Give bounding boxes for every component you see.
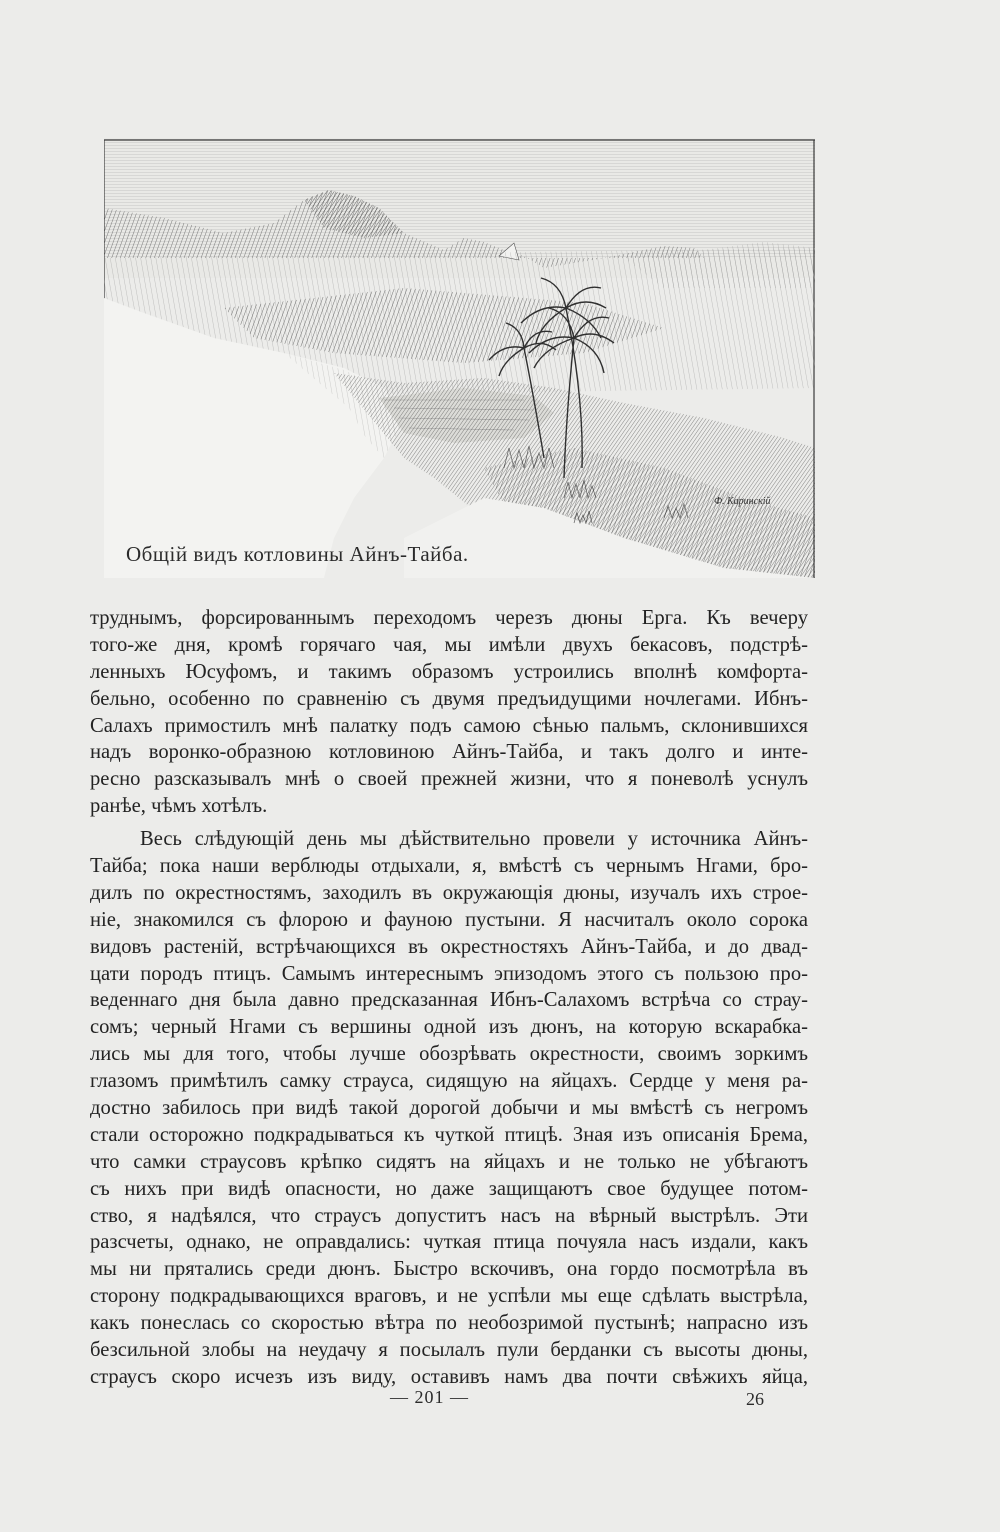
illustration-caption: Общій видъ котловины Айнъ-Тайба. [126, 542, 469, 566]
text-line: ство, я надѣялся, что страусъ допуститъ насъ на вѣрный выстрѣлъ. Эти [90, 1204, 808, 1227]
text-line: ленныхъ Юсуфомъ, и такимъ образомъ устроились вполнѣ комфорта- [90, 660, 808, 683]
text-line: Салахъ примостилъ мнѣ палатку подъ самою сѣнью пальмъ, склонившихся [90, 714, 808, 737]
text-line: мы ни прятались среди дюнъ. Быстро вскочивъ, она гордо посмотрѣла въ [90, 1258, 808, 1281]
body-text [90, 605, 808, 1391]
signature-mark: 26 [746, 1389, 764, 1409]
text-line: надъ воронко-образною котловиною Айнъ-Тайба, и такъ долго и инте- [90, 741, 808, 764]
text-line: безсильной злобы на неудачу я посылалъ пули берданки съ высоты дюны, [90, 1339, 808, 1362]
text-line: ранѣе, чѣмъ хотѣлъ. [90, 795, 268, 818]
paragraph [90, 605, 808, 820]
text-line: дилъ по окрестностямъ, заходилъ въ окружающія дюны, изучалъ ихъ строе- [90, 881, 808, 904]
text-line: достно забилось при видѣ такой дорогой добычи и мы вмѣстѣ съ негромъ [90, 1097, 808, 1120]
text-line: ресно разсказывалъ мнѣ о своей прежней жизни, что я поневолѣ уснулъ [90, 768, 808, 791]
text-line: съ нихъ при видѣ опасности, но даже защищаютъ свое будущее потом- [90, 1177, 808, 1200]
text-line: глазомъ примѣтилъ самку страуса, сидящую на яйцахъ. Сердце у меня ра- [90, 1070, 808, 1093]
page-number: — 201 — [390, 1387, 469, 1407]
text-line: Весь слѣдующій день мы дѣйствительно провели у источника Айнъ- [140, 828, 808, 851]
text-line: что самки страусовъ крѣпко сидятъ на яйцахъ и не только не убѣгаютъ [90, 1150, 808, 1173]
paragraph [90, 826, 808, 1391]
text-line: ніе, знакомился съ флорою и фауною пустыни. Я насчиталъ около сорока [90, 908, 808, 931]
text-line: веденнаго дня была давно предсказанная Ибнъ-Салахомъ встрѣча со страу- [90, 989, 808, 1012]
text-line: разсчеты, однако, не оправдались: чуткая птица почуяла насъ издали, какъ [90, 1231, 808, 1254]
artist-signature: Ф. Каринскій [714, 496, 771, 507]
illustration-engraving [104, 138, 815, 578]
text-line: того-же дня, кромѣ горячаго чая, мы имѣли двухъ бекасовъ, подстрѣ- [90, 633, 808, 656]
text-line: цати породъ птицъ. Самымъ интереснымъ эпизодомъ этого съ пользою про- [90, 962, 808, 985]
text-line: видовъ растеній, встрѣчающихся въ окрестностяхъ Айнъ-Тайба, и до двад- [90, 935, 808, 958]
text-line: Тайба; пока наши верблюды отдыхали, я, вмѣстѣ съ чернымъ Нгами, бро- [90, 855, 808, 878]
text-line: бельно, особенно по сравненію съ двумя предъидущими ночлегами. Ибнъ- [90, 687, 808, 710]
text-line: сторону подкрадывающихся враговъ, и не успѣли мы еще сдѣлать выстрѣла, [90, 1285, 808, 1308]
text-line: сомъ; черный Нгами съ вершины одной изъ дюнъ, на которую вскарабка- [90, 1016, 808, 1039]
text-line: какъ понеслась со скоростью вѣтра по необозримой пустынѣ; напрасно изъ [90, 1312, 808, 1335]
text-line: труднымъ, форсированнымъ переходомъ черезъ дюны Ерга. Къ вечеру [90, 607, 808, 629]
text-line: лись мы для того, чтобы лучше обозрѣвать окрестности, своимъ зоркимъ [90, 1043, 808, 1066]
engraving-image [104, 138, 815, 578]
text-line: страусъ скоро исчезъ изъ виду, оставивъ намъ два почти свѣжихъ яйца, [90, 1365, 808, 1388]
text-line: стали осторожно подкрадываться къ чуткой птицѣ. Зная изъ описанія Брема, [90, 1123, 808, 1146]
